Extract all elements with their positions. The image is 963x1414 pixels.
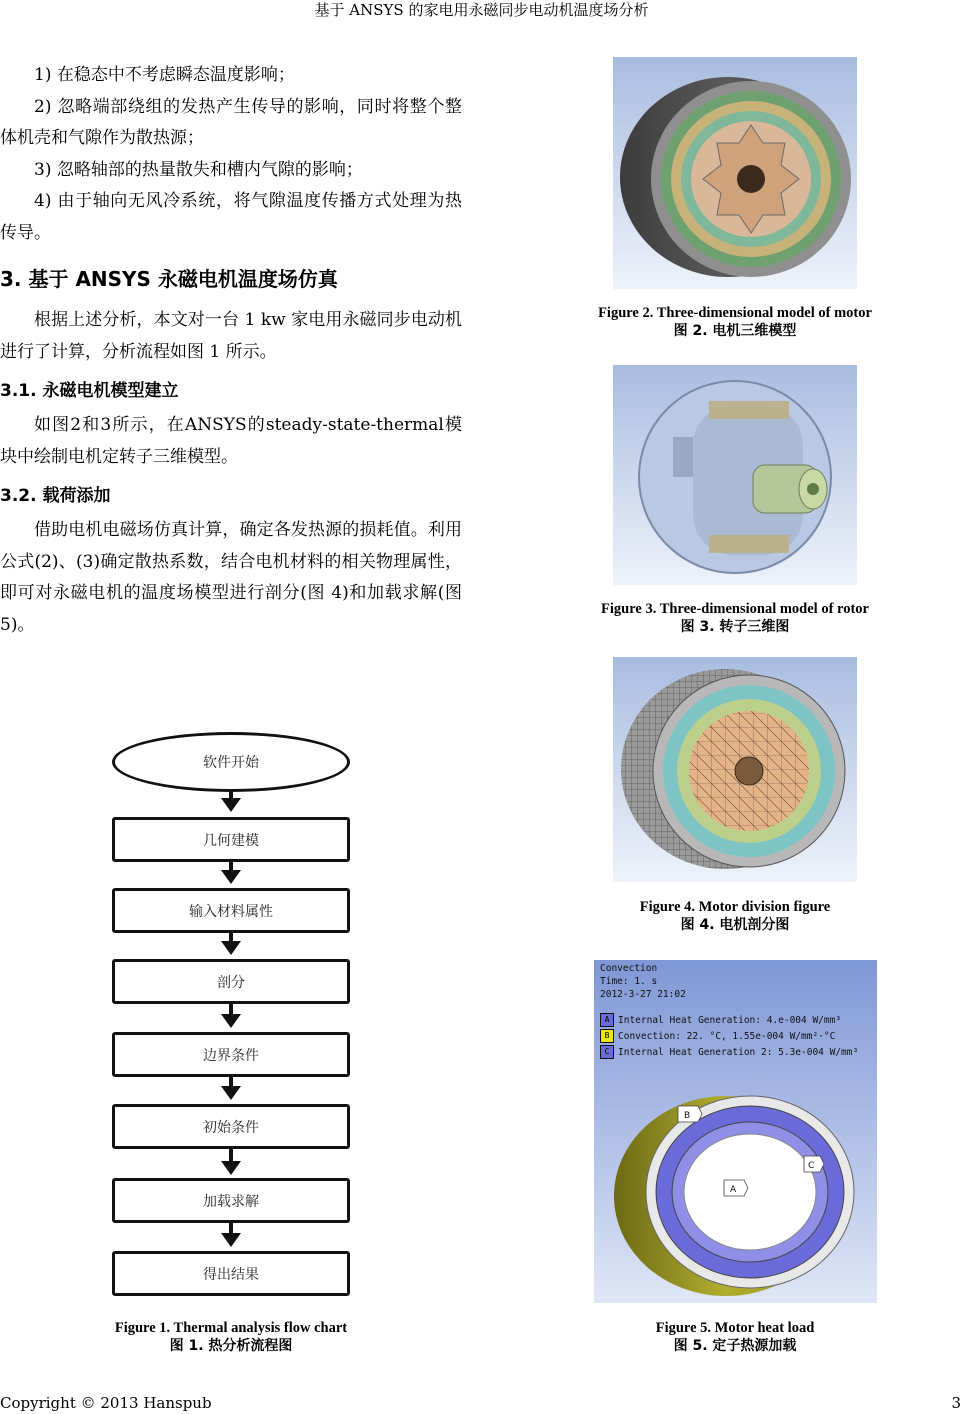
heat-load-info-panel — [600, 962, 858, 1061]
figure-3-caption-en: Figure 3. Three-dimensional model of rotor — [601, 601, 869, 617]
figure-2-caption — [563, 304, 907, 340]
flow-step-start: 软件开始 — [112, 732, 350, 792]
figure-5-image — [594, 960, 877, 1303]
legend-text-a: Internal Heat Generation: 4.e-004 W/mm³ — [618, 1014, 842, 1026]
section-3-1-heading: 3.1. 永磁电机模型建立 — [0, 381, 179, 401]
section-3-heading: 3. 基于 ANSYS 永磁电机温度场仿真 — [0, 267, 338, 291]
assumption-1: 1) 在稳态中不考虑瞬态温度影响； — [34, 65, 295, 85]
flow-arrow-head — [221, 870, 241, 884]
figure-5-caption-cn: 图 5. 定子热源加载 — [673, 1338, 797, 1354]
flow-step-material: 输入材料属性 — [112, 888, 350, 933]
figure-5-caption — [563, 1319, 907, 1355]
flow-arrow-head — [221, 1161, 241, 1175]
legend-key-b: B — [600, 1029, 614, 1043]
heat-label-b: B — [684, 1111, 691, 1121]
heat-load-time: Time: 1. s — [600, 976, 658, 987]
legend-item-b — [600, 1029, 858, 1043]
figure-1-caption-cn: 图 1. 热分析流程图 — [169, 1338, 293, 1354]
section-3-paragraph: 根据上述分析，本文对一台 1 kw 家电用永磁同步电动机进行了计算，分析流程如图 1 所示。 — [0, 310, 462, 362]
legend-key-a: A — [600, 1013, 614, 1027]
figure-5-caption-en: Figure 5. Motor heat load — [655, 1320, 815, 1336]
flow-step-initial: 初始条件 — [112, 1104, 350, 1149]
figure-3-caption — [563, 600, 907, 636]
motor-mesh-model — [613, 657, 857, 882]
figure-3-caption-cn: 图 3. 转子三维图 — [680, 619, 790, 635]
legend-key-c: C — [600, 1045, 614, 1059]
left-column — [0, 60, 462, 641]
legend-item-a — [600, 1013, 858, 1027]
heat-load-date: 2012-3-27 21:02 — [600, 989, 686, 1000]
figure-2-image — [613, 57, 857, 289]
heat-label-a: A — [730, 1185, 737, 1195]
figure-2-caption-cn: 图 2. 电机三维模型 — [673, 323, 797, 339]
legend-text-b: Convection: 22. °C, 1.55e-004 W/mm²·°C — [618, 1030, 836, 1042]
heat-label-c: C — [808, 1161, 815, 1171]
figure-1-caption — [0, 1319, 462, 1355]
footer-copyright: Copyright © 2013 Hanspub — [0, 1394, 212, 1412]
figure-4-caption-cn: 图 4. 电机剖分图 — [680, 917, 790, 933]
legend-text-c: Internal Heat Generation 2: 5.3e-004 W/mm³ — [618, 1046, 859, 1058]
figure-4-image — [613, 657, 857, 882]
figure-1-flowchart — [0, 720, 462, 1310]
flow-step-mesh: 剖分 — [112, 959, 350, 1004]
figure-4-caption-en: Figure 4. Motor division figure — [639, 899, 831, 915]
page-number: 3 — [951, 1394, 961, 1412]
figure-3-image — [613, 365, 857, 585]
figure-1-caption-en: Figure 1. Thermal analysis flow chart — [114, 1320, 348, 1336]
figure-2-caption-en: Figure 2. Three-dimensional model of motor — [598, 305, 872, 321]
running-header: 基于 ANSYS 的家电用永磁同步电动机温度场分析 — [314, 1, 649, 19]
flow-arrow-head — [221, 941, 241, 955]
assumption-3: 3) 忽略轴部的热量散失和槽内气隙的影响； — [34, 159, 363, 180]
flow-arrow-head — [221, 798, 241, 812]
flow-step-solve: 加载求解 — [112, 1178, 350, 1223]
assumption-4: 4) 由于轴向无风冷系统，将气隙温度传播方式处理为热传导。 — [0, 191, 462, 243]
assumption-2: 2) 忽略端部绕组的发热产生传导的影响，同时将整个整体机壳和气隙作为散热源； — [0, 96, 462, 148]
rotor-3d-model — [613, 365, 857, 585]
flow-arrow-head — [221, 1014, 241, 1028]
flow-arrow-head — [221, 1086, 241, 1100]
legend-item-c — [600, 1045, 858, 1059]
flow-step-geometry: 几何建模 — [112, 817, 350, 862]
flow-step-result: 得出结果 — [112, 1251, 350, 1296]
section-3-2-paragraph: 借助电机电磁场仿真计算，确定各发热源的损耗值。利用公式(2)、(3)确定散热系数，结合电机材料的相关物理属性，即可对永磁电机的温度场模型进行剖分(图 4)和加载求解(图 5)。 — [0, 520, 462, 635]
figure-4-caption — [563, 898, 907, 934]
heat-load-title: Convection — [600, 963, 658, 974]
section-3-2-heading: 3.2. 载荷添加 — [0, 486, 111, 506]
flow-arrow-head — [221, 1233, 241, 1247]
flow-step-boundary: 边界条件 — [112, 1032, 350, 1077]
motor-3d-model — [613, 57, 857, 289]
section-3-1-paragraph: 如图2和3所示，在ANSYS的steady-state-thermal模块中绘制电机定转子三维模型。 — [0, 415, 462, 467]
